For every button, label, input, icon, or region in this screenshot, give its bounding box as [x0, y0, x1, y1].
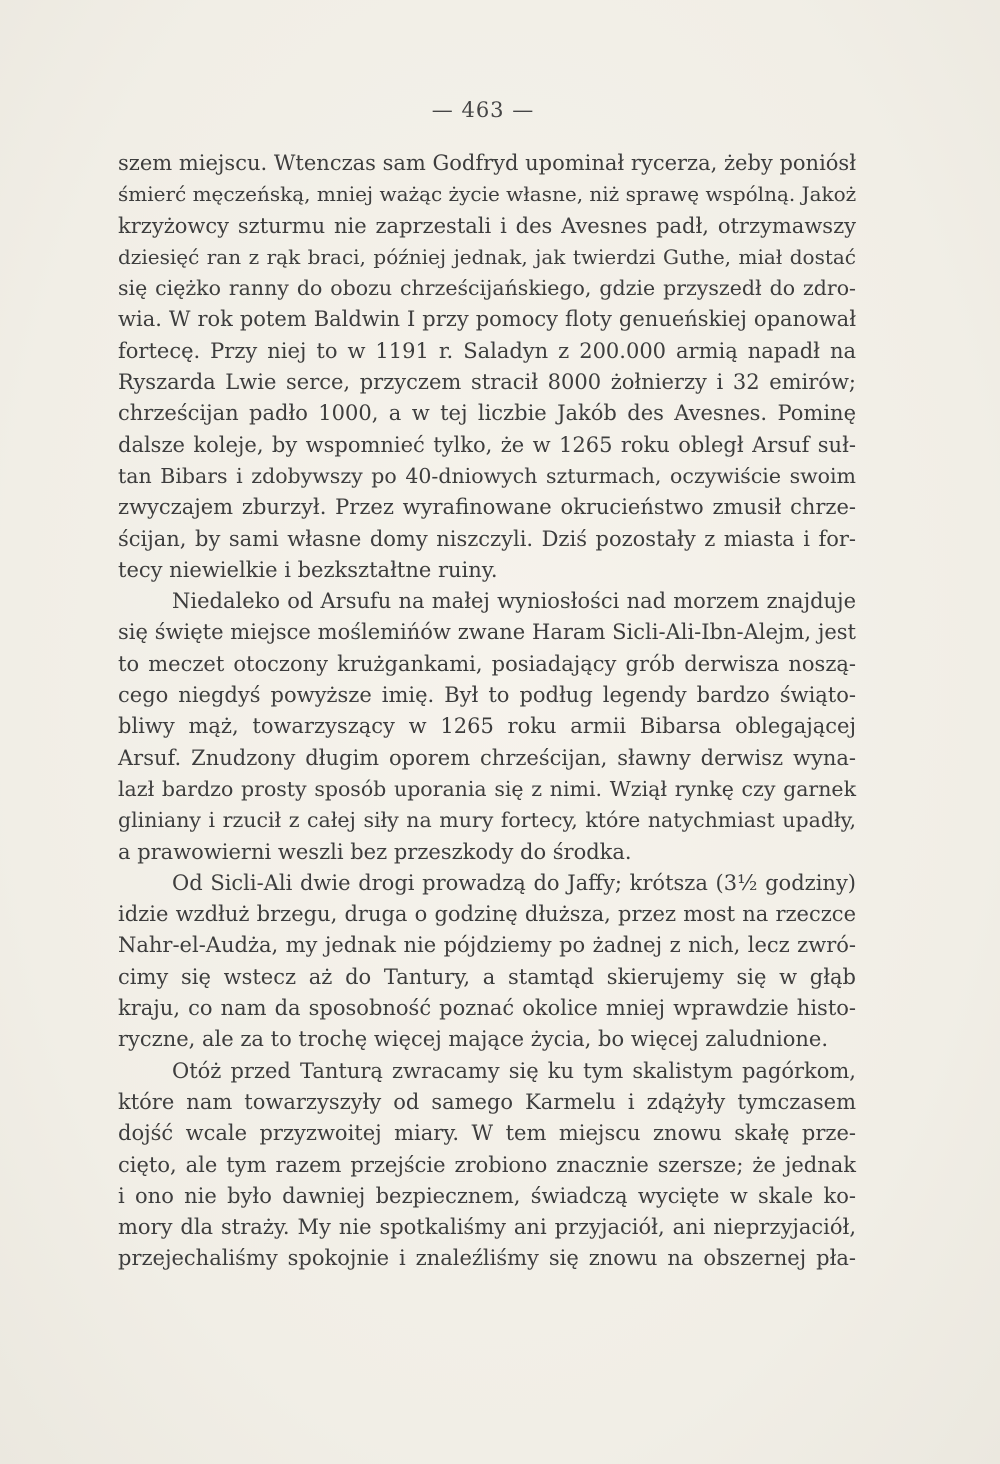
text-line: lazł bardzo prosty sposób uporania się z nimi. Wziął rynkę czy garnek: [118, 776, 856, 801]
text-line: kraju, co nam da sposobność poznać okolice mniej wprawdzie histo-: [118, 996, 856, 1021]
text-line: tecy niewielkie i bezkształtne ruiny.: [118, 557, 498, 582]
text-line: się ciężko ranny do obozu chrześcijańskiego, gdzie przyszedł do zdro-: [118, 276, 856, 301]
text-line: Otóż przed Tanturą zwracamy się ku tym skalistym pagórkom,: [172, 1058, 856, 1083]
text-line: Ryszarda Lwie serce, przyczem stracił 8000 żołnierzy i 32 emirów;: [118, 370, 856, 395]
text-line: cimy się wstecz aż do Tantury, a stamtąd skierujemy się w głąb: [118, 964, 856, 989]
text-line: a prawowierni weszli bez przeszkody do środka.: [118, 839, 632, 864]
text-line: które nam towarzyszyły od samego Karmelu i zdążyły tymczasem: [118, 1089, 856, 1114]
text-line: dalsze koleje, by wspomnieć tylko, że w 1265 roku obległ Arsuf suł-: [118, 432, 856, 457]
text-line: przejechaliśmy spokojnie i znaleźliśmy się znowu na obszernej pła-: [118, 1246, 856, 1271]
text-line: i ono nie było dawniej bezpiecznem, świadczą wycięte w skale ko-: [118, 1183, 856, 1208]
text-line: cego niegdyś powyższe imię. Był to podług legendy bardzo świąto-: [118, 683, 856, 708]
page-number: — 463 —: [431, 98, 535, 122]
text-line: krzyżowcy szturmu nie zaprzestali i des Avesnes padł, otrzymawszy: [118, 213, 856, 238]
text-line: Od Sicli-Ali dwie drogi prowadzą do Jaffy; krótsza (3½ godziny): [172, 870, 856, 895]
text-line: idzie wzdłuż brzegu, druga o godzinę dłuższa, przez most na rzeczce: [118, 902, 856, 927]
text-line: to meczet otoczony krużgankami, posiadający grób derwisza noszą-: [118, 651, 856, 676]
text-line: Nahr-el-Audża, my jednak nie pójdziemy po żadnej z nich, lecz zwró-: [118, 933, 856, 958]
text-line: wia. W rok potem Baldwin I przy pomocy floty genueńskiej opanował: [118, 307, 856, 332]
text-line: dziesięć ran z rąk braci, później jednak, jak twierdzi Guthe, miał dostać: [118, 244, 856, 269]
text-line: się święte miejsce moślemińów zwane Haram Sicli-Ali-Ibn-Alejm, jest: [118, 620, 856, 645]
text-line: ryczne, ale za to trochę więcej mające życia, bo więcej zaludnione.: [118, 1027, 829, 1052]
text-line: Arsuf. Znudzony długim oporem chrześcijan, sławny derwisz wyna-: [118, 745, 856, 770]
text-line: Niedaleko od Arsufu na małej wyniosłości nad morzem znajduje: [172, 589, 856, 614]
text-line: fortecę. Przy niej to w 1191 r. Saladyn z 200.000 armią napadł na: [118, 338, 856, 363]
text-line: zwyczajem zburzył. Przez wyrafinowane okrucieństwo zmusił chrze-: [118, 495, 856, 520]
text-line: tan Bibars i zdobywszy po 40-dniowych szturmach, oczywiście swoim: [118, 463, 856, 488]
text-line: bliwy mąż, towarzyszący w 1265 roku armii Bibarsa oblegającej: [118, 714, 856, 739]
body-text: [118, 148, 856, 1275]
text-line: śmierć męczeńską, mniej ważąc życie własne, niż sprawę wspólną. Jakoż: [118, 182, 857, 207]
text-line: cięto, ale tym razem przejście zrobiono znacznie szersze; że jednak: [118, 1152, 856, 1177]
text-line: mory dla straży. My nie spotkaliśmy ani przyjaciół, ani nieprzyjaciół,: [118, 1215, 856, 1240]
text-line: dojść wcale przyzwoitej miary. W tem miejscu znowu skałę prze-: [118, 1121, 856, 1146]
text-line: szem miejscu. Wtenczas sam Godfryd upominał rycerza, żeby poniósł: [118, 151, 857, 175]
text-line: gliniany i rzucił z całej siły na mury fortecy, które natychmiast upadły,: [118, 808, 856, 833]
text-line: ścijan, by sami własne domy niszczyli. Dziś pozostały z miasta i for-: [118, 526, 856, 551]
text-line: chrześcijan padło 1000, a w tej liczbie Jakób des Avesnes. Pominę: [118, 401, 856, 426]
